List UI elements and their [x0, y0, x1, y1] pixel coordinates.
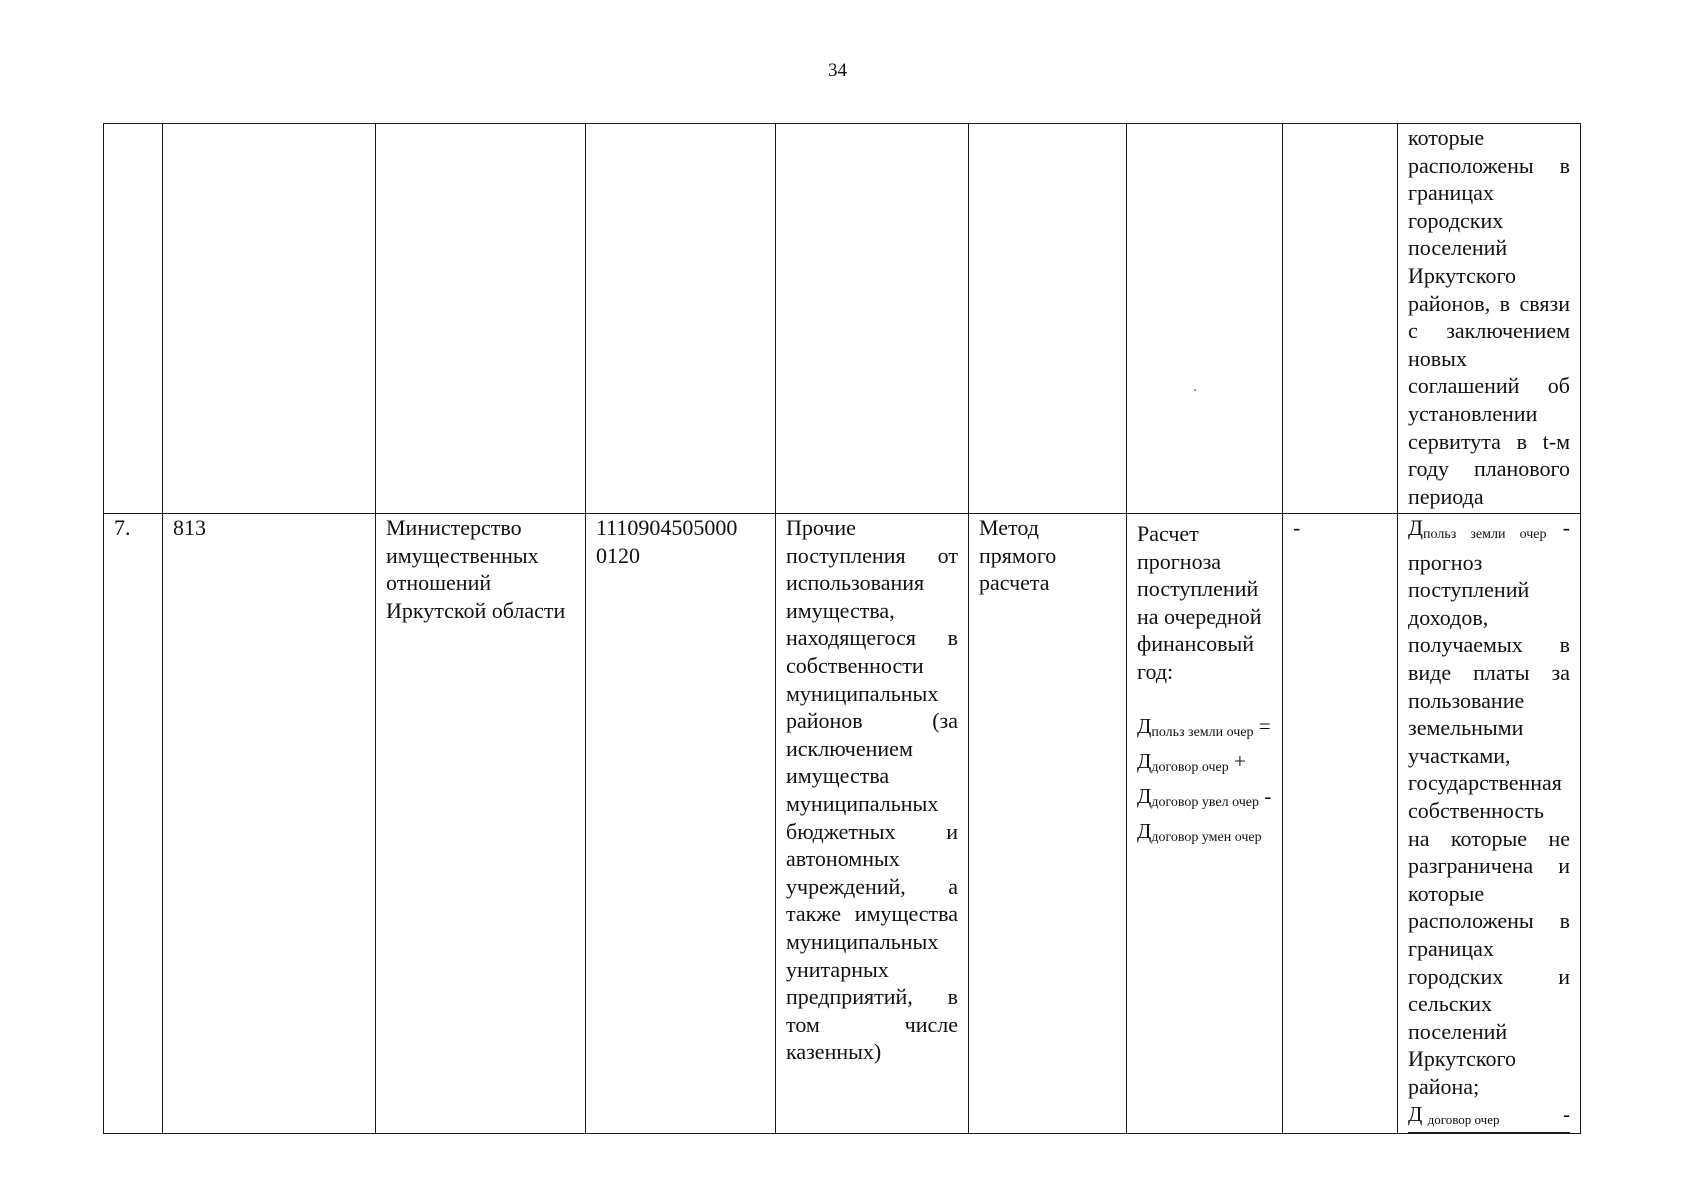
cell-description [1398, 514, 1581, 1134]
revenue-methods-table [103, 123, 1581, 1134]
definition-symbol: Д [1408, 1102, 1423, 1127]
cell-col8 [1283, 514, 1398, 1134]
income-name: Прочие поступления от использования имущества, находящегося в собственности муниципальных районов (за исключением имущества муниципальных бюджетных и автономных учреждений, а также имущества муниципальных унитарных предприятий, в том числе казенных) [786, 515, 958, 1065]
definition-symbol: Д [1408, 515, 1424, 540]
cell-kbk [586, 514, 776, 1134]
cell-administrator [376, 514, 586, 1134]
formula-symbol: Д [1137, 713, 1152, 738]
formula-operator: = [1253, 713, 1271, 738]
row-number: 7. [114, 515, 131, 540]
formula-subscript: польз земли очер [1151, 724, 1254, 740]
cell-kbk [586, 124, 776, 514]
cell-col8 [1283, 124, 1398, 514]
definition-dash: - [1546, 515, 1570, 540]
definition-subscript: польз земли очер [1423, 527, 1547, 542]
cell-method [969, 124, 1127, 514]
col8-dash: - [1293, 515, 1301, 540]
calc-description: Расчет прогноза поступлений на очередной финансовый год: [1137, 521, 1262, 684]
cell-income-name [776, 514, 969, 1134]
administrator-name: Министерство имущественных отношений Иркутской области [386, 515, 566, 623]
kbk-code: 1110904505000 0120 [596, 515, 738, 568]
definition-subscript: договор очер [1427, 1112, 1500, 1128]
cell-description [1398, 124, 1581, 514]
definition-block [1408, 514, 1570, 1100]
forecast-formula [1137, 712, 1272, 852]
cell-code [163, 514, 376, 1134]
page-number: 34 [828, 60, 847, 81]
table-row-continued [104, 124, 1581, 514]
formula-subscript: договор увел очер [1151, 794, 1259, 810]
cell-calc [1127, 124, 1283, 514]
cell-income-name [776, 124, 969, 514]
cell-num [104, 124, 163, 514]
next-definition-line [1408, 1102, 1570, 1133]
formula-symbol: Д [1137, 818, 1152, 843]
table-row-7 [104, 514, 1581, 1134]
administrator-code: 813 [173, 515, 206, 540]
definition-dash: - [1563, 1102, 1570, 1127]
formula-symbol: Д [1137, 783, 1152, 808]
formula-subscript: договор умен очер [1151, 829, 1262, 845]
formula-operator: - [1258, 783, 1272, 808]
formula-symbol: Д [1137, 748, 1152, 773]
calc-method: Метод прямого расчета [979, 515, 1057, 596]
formula-operator: + [1228, 748, 1246, 773]
cell-method [969, 514, 1127, 1134]
cell-administrator [376, 124, 586, 514]
description-text: которые расположены в границах городских поселений Иркутского районов, в связи с заключением новых соглашений об установлении сервитута в t-м году планового периода [1408, 125, 1570, 509]
definition-text: прогноз поступлений доходов, получаемых в виде платы за пользование земельными участками, государственная собственность на которые не разграничена и которые расположены в границах городских и сельских поселений Иркутского района; [1408, 549, 1570, 1099]
cell-num [104, 514, 163, 1134]
cell-calc [1127, 514, 1283, 1134]
formula-subscript: договор очер [1151, 759, 1229, 775]
cell-code [163, 124, 376, 514]
